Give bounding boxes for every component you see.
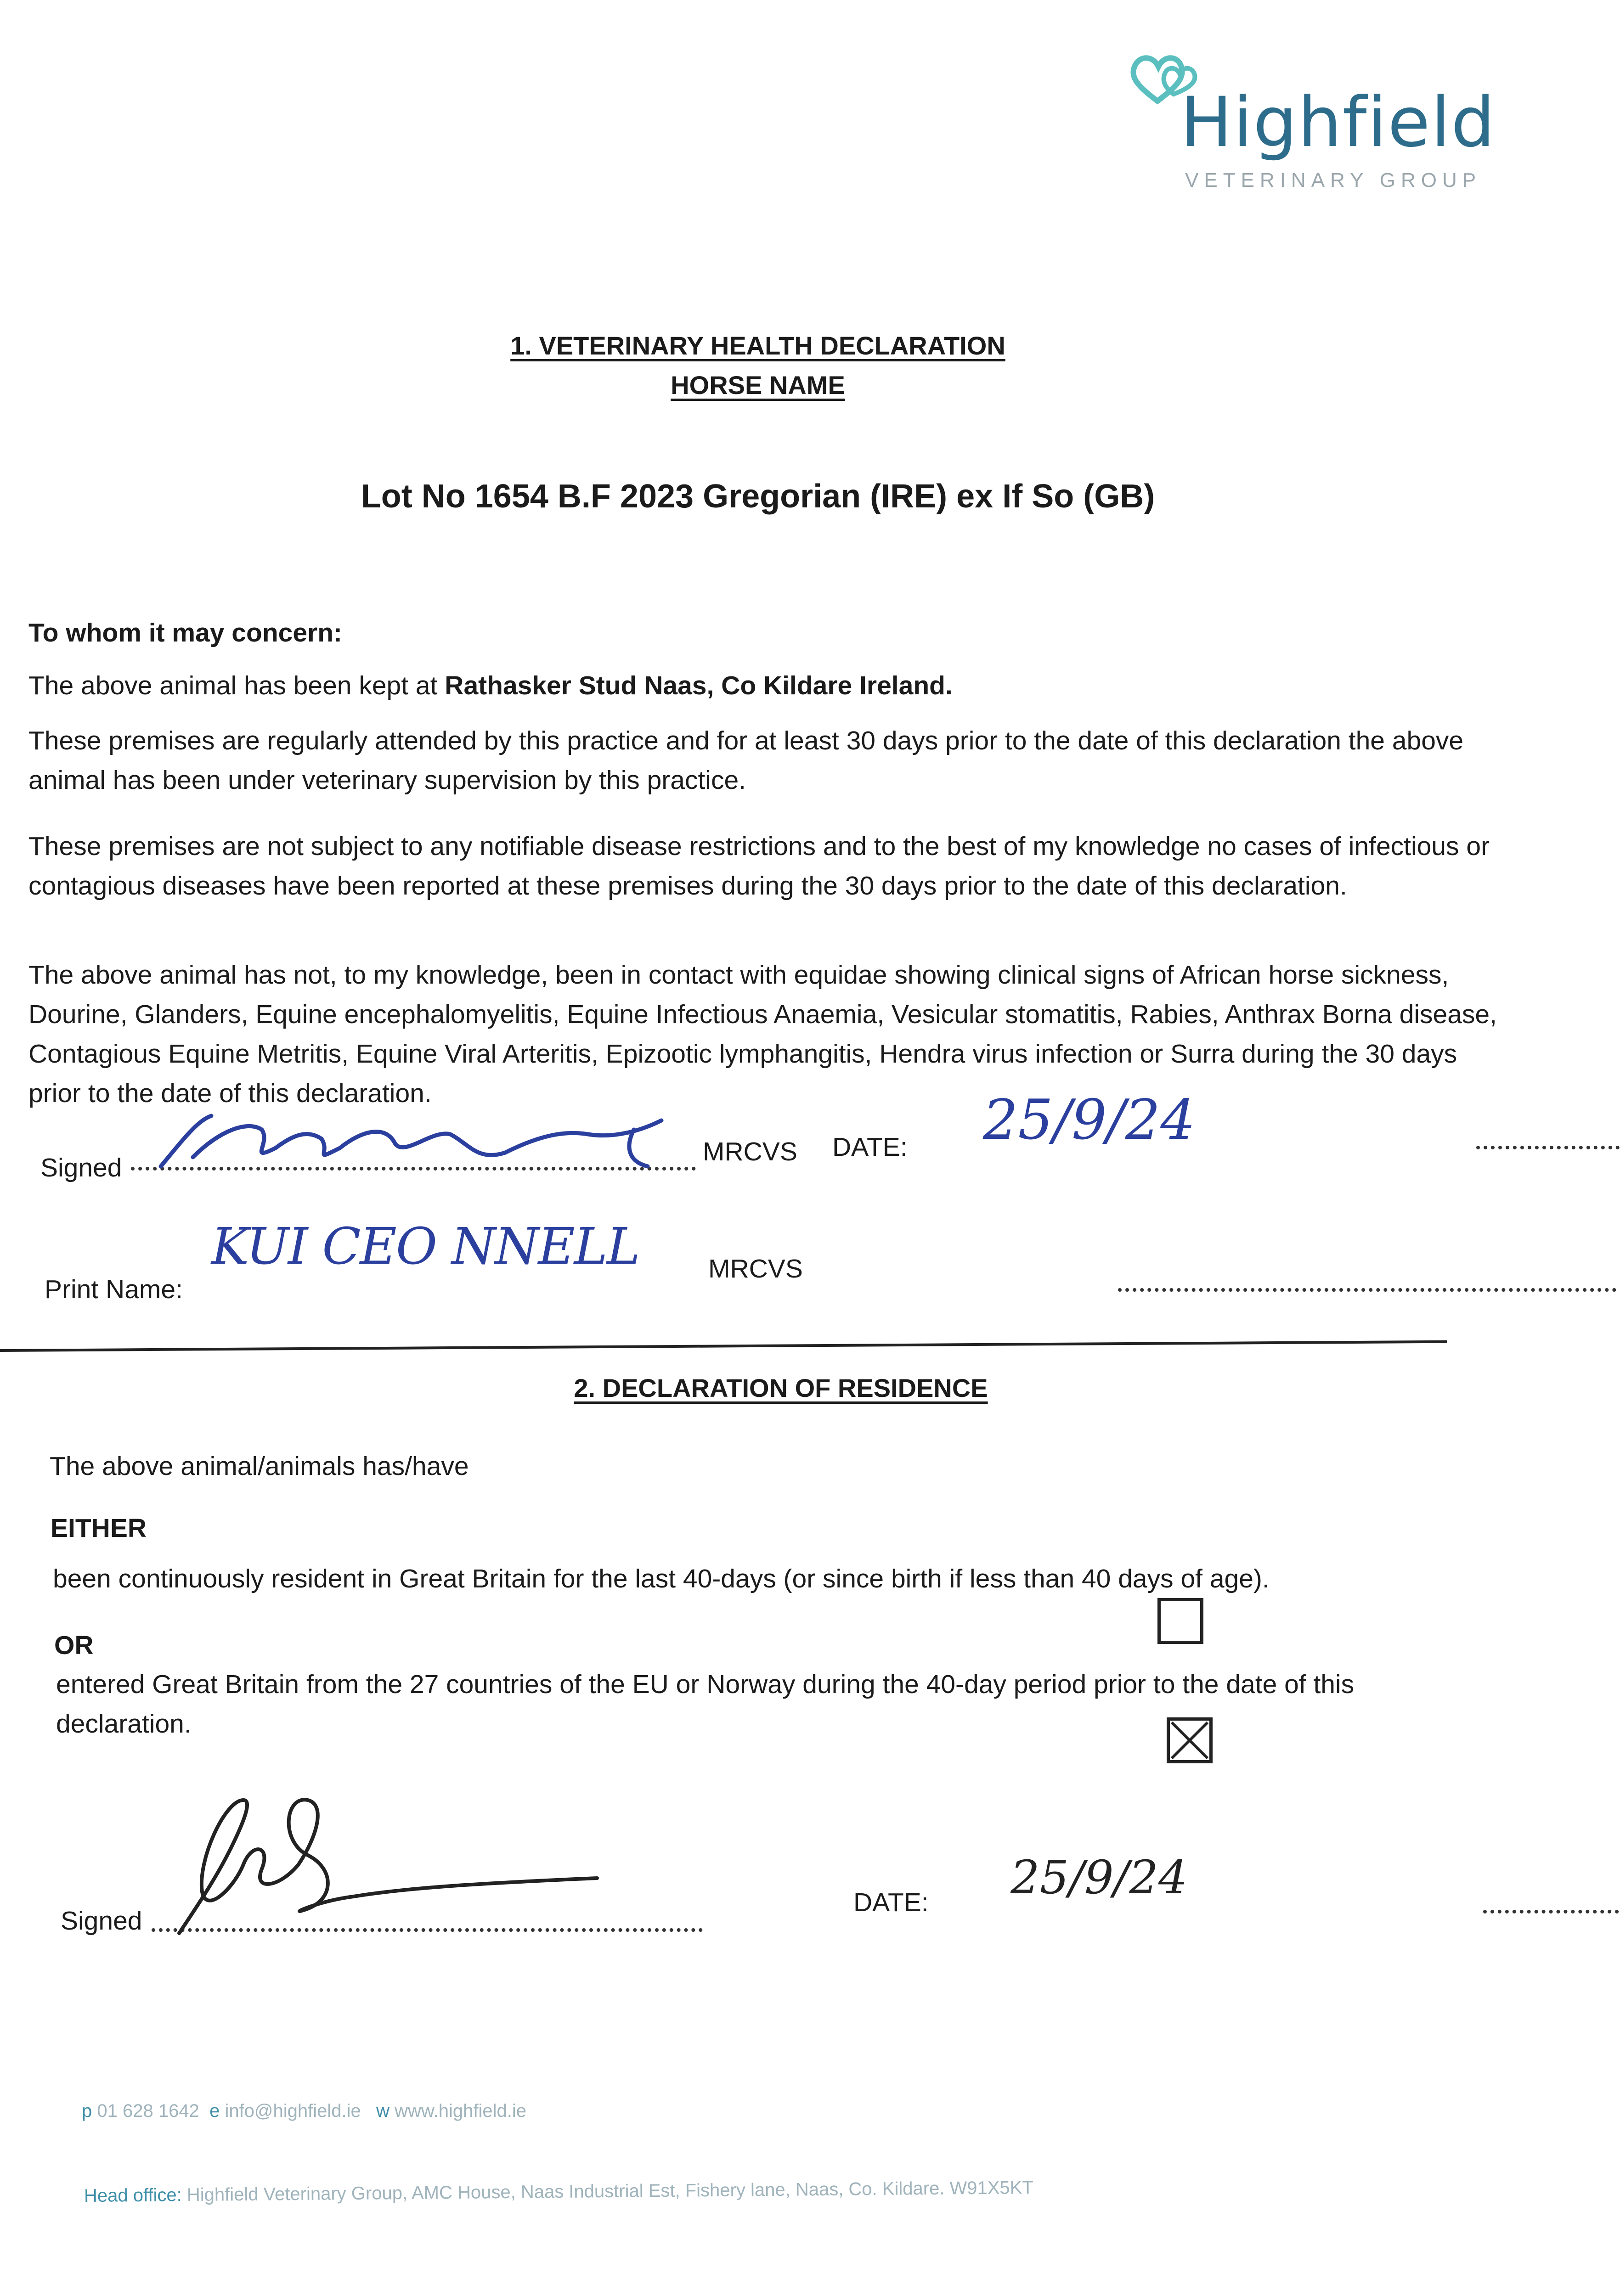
section2-signature-scribble <box>170 1786 611 1942</box>
paragraph-supervision: These premises are regularly attended by this practice and for at least 30 days prior to the date of this declaration the above animal has been under veterinary supervision by this practice. <box>28 726 1464 795</box>
company-logo <box>1121 51 1496 202</box>
section1-signed-label: Signed <box>40 1153 122 1182</box>
kept-at-location: Rathasker Stud Naas, Co Kildare Ireland. <box>445 671 953 700</box>
print-mrcvs-label: MRCVS <box>708 1254 803 1283</box>
footer-email-key: e <box>209 2101 220 2121</box>
footer-office <box>84 2178 1033 2206</box>
footer-contacts <box>82 2101 526 2122</box>
logo-brand: Highfield <box>1180 83 1496 163</box>
section2-heading: 2. DECLARATION OF RESIDENCE <box>574 1373 988 1402</box>
section1-date-line <box>1476 1146 1620 1149</box>
paragraph-diseases: The above animal has not, to my knowledge, been in contact with equidae showing clinical signs of African horse sickness, Dourine, Glanders, Equine encephalomyelitis, Equine Infectious Anaemia, Vesicular stomatitis, Rabies, Anthrax Borna disease, Contagious Equine Metritis, Equine Viral Arteritis, Epizootic lymphangitis, Hendra virus infection or Surra during the 30 days prior to the date of this declaration. <box>28 960 1497 1108</box>
salutation: To whom it may concern: <box>28 618 343 647</box>
section2-signed-label: Signed <box>61 1906 142 1936</box>
footer-web-key: w <box>376 2101 390 2121</box>
section2-intro: The above animal/animals has/have <box>50 1452 469 1481</box>
print-name-line <box>1118 1288 1616 1292</box>
paragraph-restrictions: These premises are not subject to any notifiable disease restrictions and to the best of my knowledge no cases of infectious or contagious diseases have been reported at these premises during the 30 days prior to the date of this declaration. <box>28 832 1490 900</box>
footer-phone-key: p <box>82 2101 92 2121</box>
section2-date-label: DATE: <box>853 1888 929 1917</box>
section1-heading: 1. VETERINARY HEALTH DECLARATION <box>510 331 1005 360</box>
footer-phone: 01 628 1642 <box>97 2101 199 2121</box>
print-name-value: KUI CEO NNELL <box>211 1217 639 1276</box>
print-name-label: Print Name: <box>45 1275 183 1304</box>
section1-date-value: 25/9/24 <box>983 1088 1196 1152</box>
logo-subtitle: VETERINARY GROUP <box>1185 169 1482 191</box>
horse-name-heading: HORSE NAME <box>671 371 845 400</box>
or-label: OR <box>54 1631 94 1660</box>
section2-date-line <box>1483 1910 1620 1913</box>
section-divider <box>0 1340 1447 1352</box>
either-label: EITHER <box>51 1514 147 1543</box>
option2-text: entered Great Britain from the 27 countries of the EU or Norway during the 40-day period prior to the date of this declaration. <box>56 1670 1355 1739</box>
section1-signature-scribble <box>156 1102 675 1180</box>
footer-office-address: Highfield Veterinary Group, AMC House, Naas Industrial Est, Fishery lane, Naas, Co. Kildare. W91X5KT <box>186 2177 1033 2206</box>
checkbox-cross-icon <box>1170 1721 1209 1760</box>
section2-date-value: 25/9/24 <box>1010 1851 1188 1904</box>
footer-web[interactable]: www.highfield.ie <box>395 2101 526 2121</box>
section1-mrcvs-label: MRCVS <box>703 1137 797 1166</box>
section1-date-label: DATE: <box>832 1132 908 1162</box>
horse-title: Lot No 1654 B.F 2023 Gregorian (IRE) ex If So (GB) <box>361 478 1155 515</box>
option2-checkbox[interactable] <box>1167 1717 1213 1763</box>
footer-office-key: Head office: <box>84 2185 182 2206</box>
kept-at-line <box>28 666 953 705</box>
option1-text: been continuously resident in Great Britain for the last 40-days (or since birth if less than 40 days of age). <box>53 1564 1270 1593</box>
footer-email[interactable]: info@highfield.ie <box>225 2101 361 2121</box>
option1-checkbox[interactable] <box>1157 1598 1203 1644</box>
kept-at-prefix: The above animal has been kept at <box>28 671 445 700</box>
